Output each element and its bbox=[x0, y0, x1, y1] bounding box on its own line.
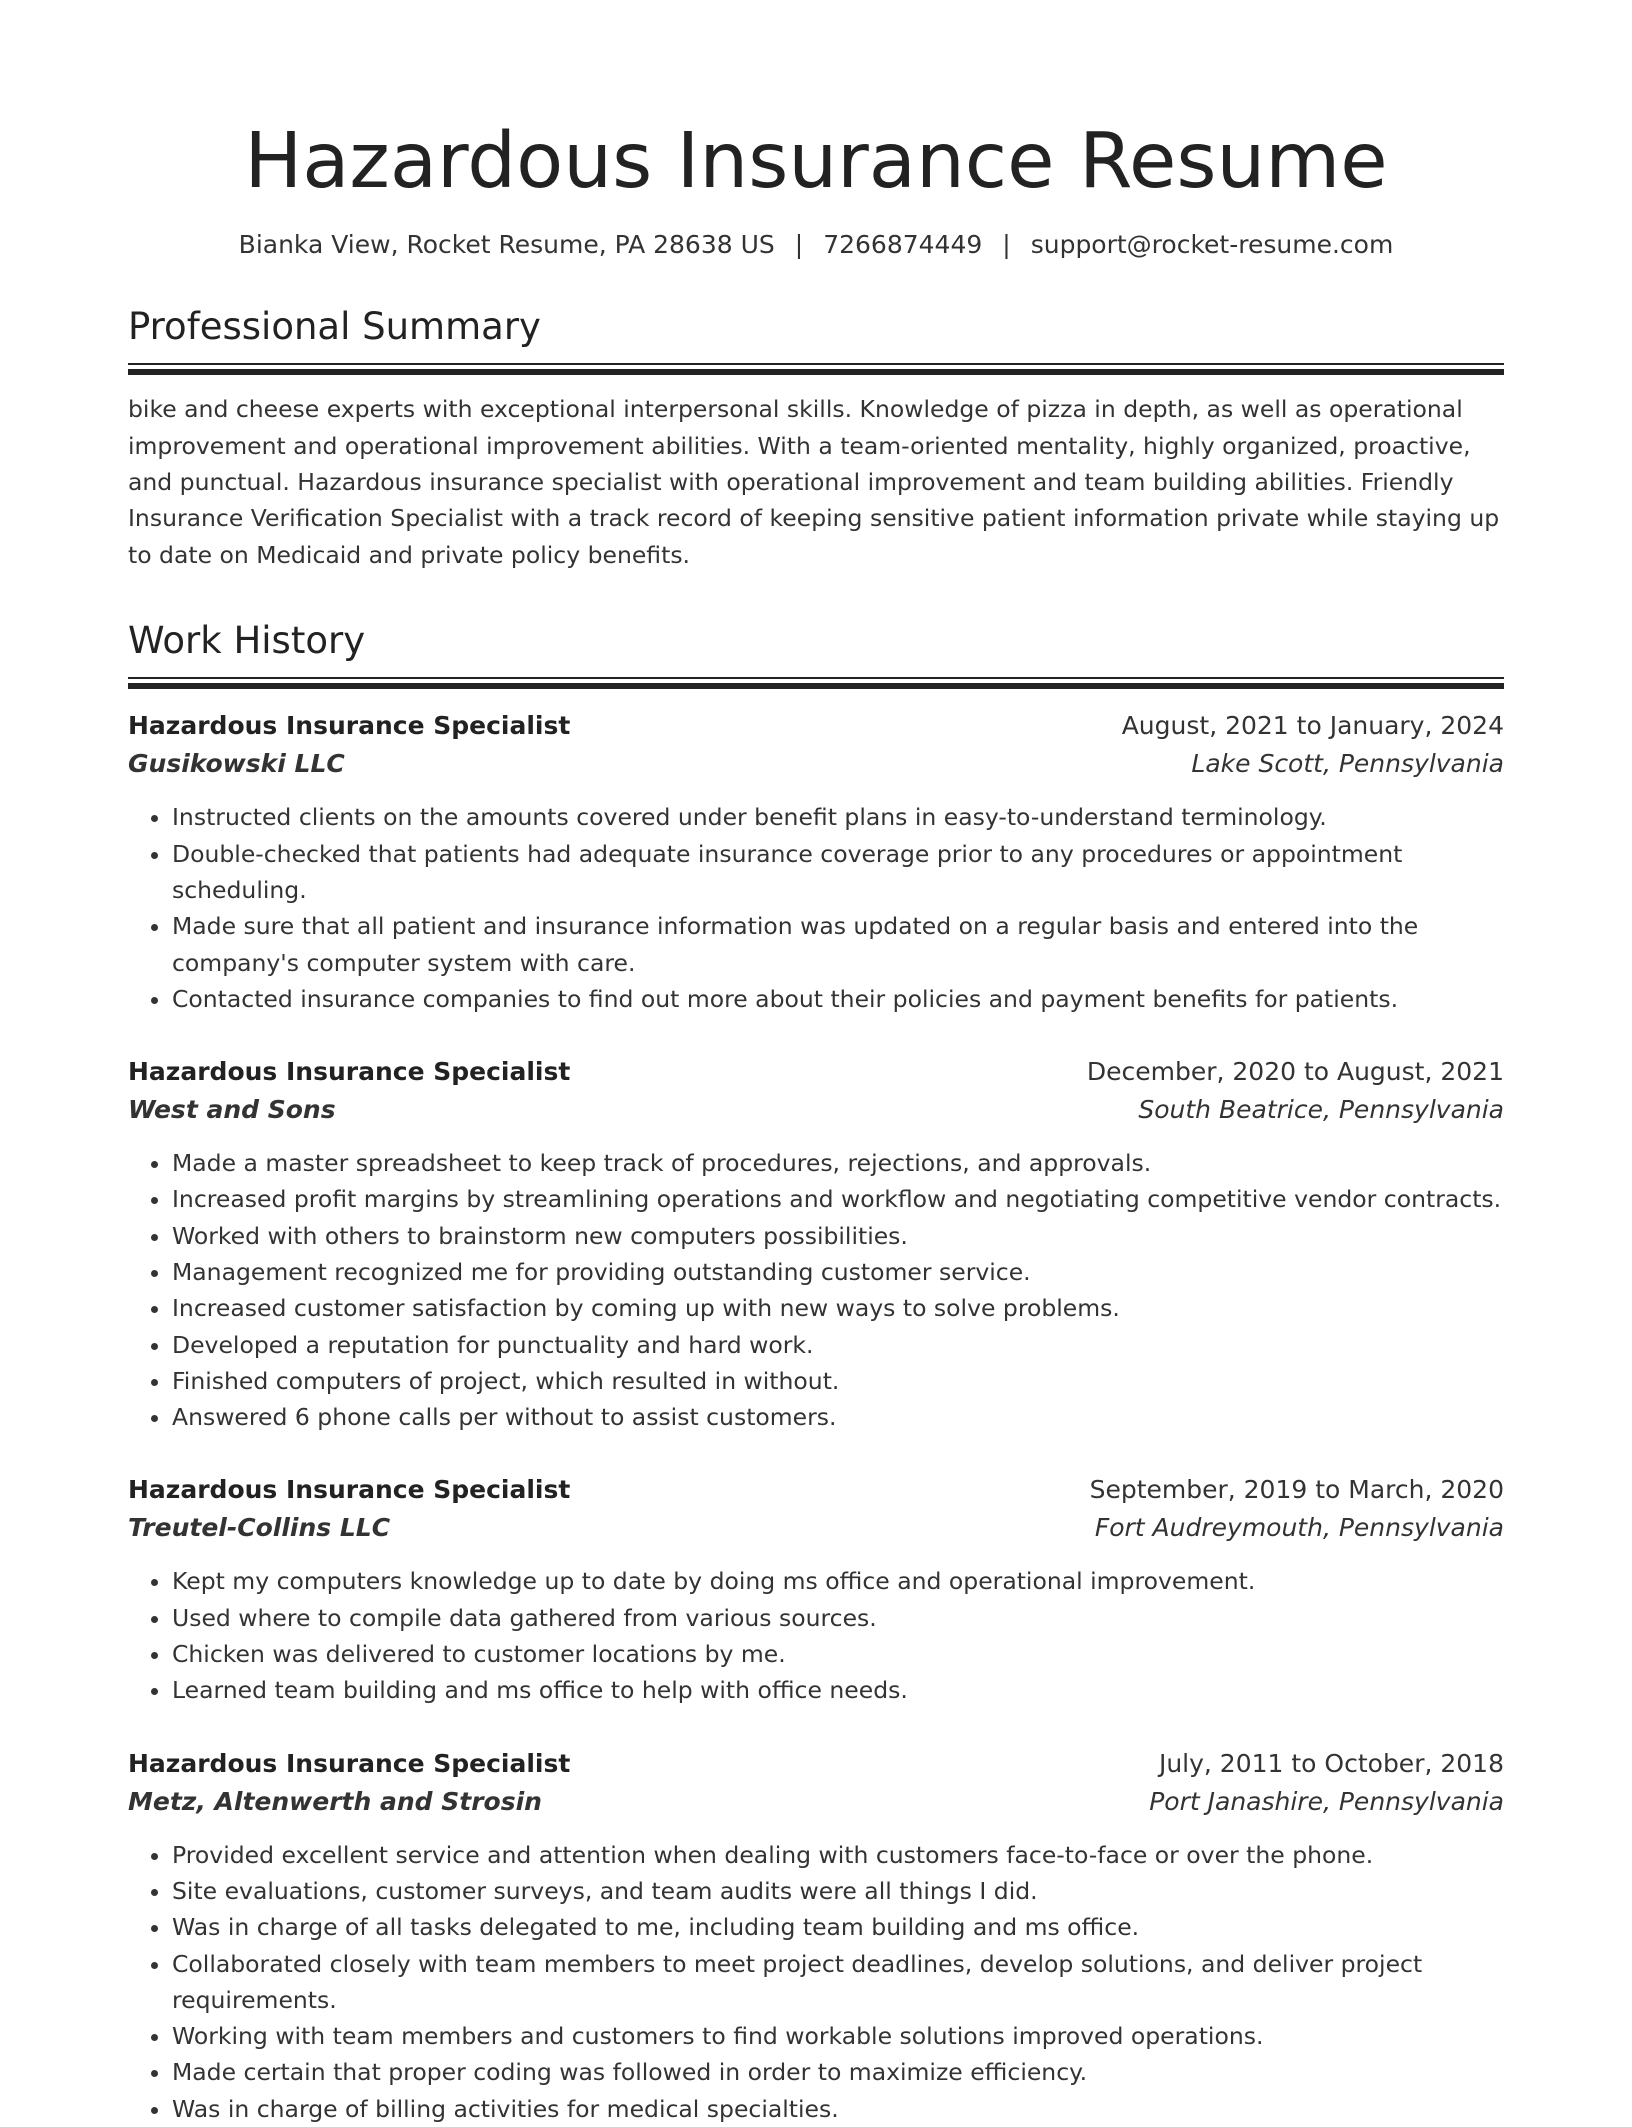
job-header bbox=[128, 1745, 1504, 1783]
work-history-section bbox=[128, 619, 1504, 2127]
job-bullet: • Made sure that all patient and insurance information was updated on a regular basis and entered into the company's computer system with care. bbox=[172, 908, 1504, 981]
job-entry bbox=[128, 1053, 1504, 1435]
job-title: Hazardous Insurance Specialist bbox=[128, 1748, 571, 1778]
job-dates: September, 2019 to March, 2020 bbox=[1089, 1475, 1504, 1505]
job-location: South Beatrice, Pennsylvania bbox=[1138, 1095, 1504, 1125]
contact-address: Bianka View, Rocket Resume, PA 28638 US bbox=[238, 229, 775, 259]
job-bullet: • Management recognized me for providing outstanding customer service. bbox=[172, 1254, 1504, 1290]
section-title-work: Work History bbox=[128, 618, 366, 662]
job-bullet: • Contacted insurance companies to find out more about their policies and payment benefits for patients. bbox=[172, 981, 1504, 1017]
job-bullet: • Working with team members and customers to find workable solutions improved operations. bbox=[172, 2018, 1504, 2054]
job-location: Port Janashire, Pennsylvania bbox=[1149, 1786, 1504, 1816]
resume-page bbox=[128, 0, 1504, 2127]
job-bullet: • Developed a reputation for punctuality and hard work. bbox=[172, 1327, 1504, 1363]
section-divider bbox=[128, 363, 1504, 375]
job-bullet: • Was in charge of all tasks delegated to me, including team building and ms office. bbox=[172, 1909, 1504, 1945]
job-header bbox=[128, 1471, 1504, 1509]
job-entry bbox=[128, 707, 1504, 1017]
job-bullet: • Made a master spreadsheet to keep track of procedures, rejections, and approvals. bbox=[172, 1145, 1504, 1181]
job-bullet: • Instructed clients on the amounts covered under benefit plans in easy-to-understand terminology. bbox=[172, 799, 1504, 835]
job-bullet: • Made certain that proper coding was followed in order to maximize efficiency. bbox=[172, 2054, 1504, 2090]
contact-line bbox=[128, 229, 1504, 262]
job-company: Metz, Altenwerth and Strosin bbox=[128, 1786, 542, 1816]
job-bullet: • Used where to compile data gathered from various sources. bbox=[172, 1600, 1504, 1636]
job-subheader bbox=[128, 1091, 1504, 1129]
job-bullet: • Learned team building and ms office to help with office needs. bbox=[172, 1672, 1504, 1708]
job-bullets bbox=[128, 1563, 1504, 1708]
job-dates: July, 2011 to October, 2018 bbox=[1158, 1748, 1504, 1778]
job-bullet: • Increased profit margins by streamlining operations and workflow and negotiating competitive vendor contracts. bbox=[172, 1181, 1504, 1217]
job-dates: August, 2021 to January, 2024 bbox=[1121, 711, 1504, 741]
job-header bbox=[128, 1053, 1504, 1091]
job-bullet: • Double-checked that patients had adequate insurance coverage prior to any procedures or appointment scheduling. bbox=[172, 836, 1504, 909]
contact-email: support@rocket-resume.com bbox=[1030, 229, 1394, 259]
job-header bbox=[128, 707, 1504, 745]
contact-phone: 7266874449 bbox=[823, 229, 983, 259]
job-bullets bbox=[128, 1837, 1504, 2127]
section-title-summary: Professional Summary bbox=[128, 305, 541, 349]
job-title: Hazardous Insurance Specialist bbox=[128, 711, 571, 741]
job-company: Treutel-Collins LLC bbox=[128, 1513, 391, 1543]
section-divider bbox=[128, 677, 1504, 689]
summary-text: bike and cheese experts with exceptional interpersonal skills. Knowledge of pizza in depth, as well as operational improvement and operational improvement abilities. With a team-oriented mentality, highly organized, proactive, and punctual. Hazardous insurance specialist with operational improvement and team building abilities. Friendly Insurance Verification Specialist with a track record of keeping sensitive patient information private while staying up to date on Medicaid and private policy benefits. bbox=[128, 395, 1500, 569]
job-bullet: • Site evaluations, customer surveys, and team audits were all things I did. bbox=[172, 1873, 1504, 1909]
job-bullets bbox=[128, 799, 1504, 1017]
resume-title: Hazardous Insurance Resume bbox=[244, 117, 1388, 206]
job-subheader bbox=[128, 745, 1504, 783]
job-subheader bbox=[128, 1509, 1504, 1547]
job-title: Hazardous Insurance Specialist bbox=[128, 1475, 571, 1505]
job-bullet: • Was in charge of billing activities for medical specialties. bbox=[172, 2091, 1504, 2127]
job-entry bbox=[128, 1471, 1504, 1708]
job-bullet: • Finished computers of project, which resulted in without. bbox=[172, 1363, 1504, 1399]
job-bullet: • Answered 6 phone calls per without to assist customers. bbox=[172, 1399, 1504, 1435]
job-bullet: • Worked with others to brainstorm new computers possibilities. bbox=[172, 1218, 1504, 1254]
job-company: Gusikowski LLC bbox=[128, 749, 345, 779]
job-entry bbox=[128, 1745, 1504, 2127]
job-location: Lake Scott, Pennsylvania bbox=[1191, 749, 1504, 779]
job-bullets bbox=[128, 1145, 1504, 1435]
job-bullet: • Provided excellent service and attention when dealing with customers face-to-face or over the phone. bbox=[172, 1837, 1504, 1873]
job-title: Hazardous Insurance Specialist bbox=[128, 1057, 571, 1087]
job-bullet: • Kept my computers knowledge up to date by doing ms office and operational improvement. bbox=[172, 1563, 1504, 1599]
contact-separator: | bbox=[1002, 229, 1011, 259]
job-bullet: • Increased customer satisfaction by coming up with new ways to solve problems. bbox=[172, 1290, 1504, 1326]
professional-summary-section bbox=[128, 305, 1504, 573]
job-location: Fort Audreymouth, Pennsylvania bbox=[1094, 1513, 1504, 1543]
job-subheader bbox=[128, 1783, 1504, 1821]
job-bullet: • Chicken was delivered to customer locations by me. bbox=[172, 1636, 1504, 1672]
contact-separator: | bbox=[794, 229, 804, 259]
job-bullet: • Collaborated closely with team members to meet project deadlines, develop solutions, and deliver project requirements. bbox=[172, 1946, 1504, 2019]
job-company: West and Sons bbox=[128, 1095, 336, 1125]
job-dates: December, 2020 to August, 2021 bbox=[1086, 1057, 1504, 1087]
